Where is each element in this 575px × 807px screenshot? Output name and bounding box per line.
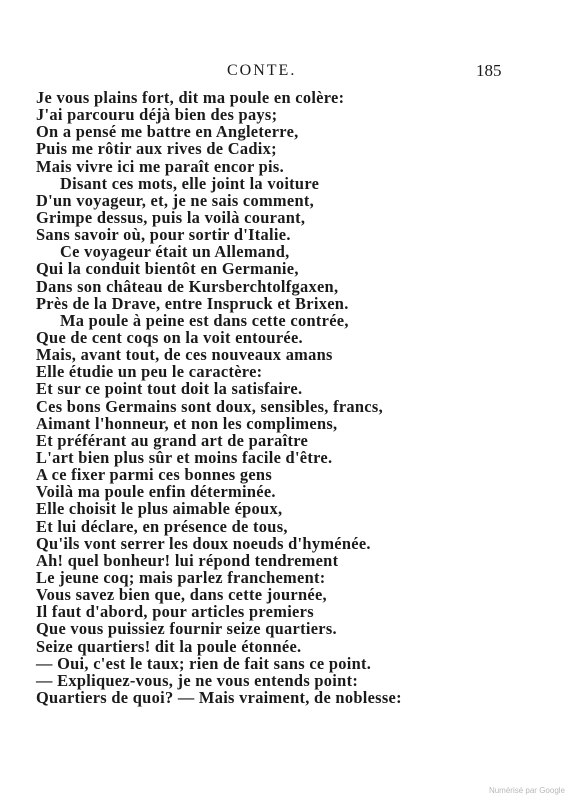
digitization-watermark: Numérisé par Google [488,786,565,795]
page-number: 185 [476,61,502,80]
verse-line: Voilà ma poule enfin déterminée. [36,482,276,502]
verse-line: Grimpe dessus, puis la voilà courant, [36,207,306,227]
verse-line: L'art bien plus sûr et moins facile d'être. [36,447,333,467]
verse-line: Ces bons Germains sont doux, sensibles, francs, [36,396,383,416]
verse-line: Sans savoir où, pour sortir d'Italie. [36,225,291,245]
verse-line: Aimant l'honneur, et non les complimens, [36,413,338,433]
verse-line: Ma poule à peine est dans cette contrée, [60,310,349,330]
verse-line: Ah! quel bonheur! lui répond tendrement [36,550,339,570]
verse-line: Qu'ils vont serrer les doux noeuds d'hyménée. [36,533,371,553]
verse-line: D'un voyageur, et, je ne sais comment, [36,190,315,210]
verse-line: Elle étudie un peu le caractère: [36,362,263,382]
verse-line: Puis me rôtir aux rives de Cadix; [36,139,277,159]
verse-line: Le jeune coq; mais parlez franchement: [36,567,326,587]
verse-line: Et préférant au grand art de paraître [36,430,309,450]
verse-line: Je vous plains fort, dit ma poule en colère: [36,88,345,107]
verse-line: Et lui déclare, en présence de tous, [36,516,288,536]
verse-line: J'ai parcouru déjà bien des pays; [36,105,278,125]
running-header-title: CONTE. [227,62,297,79]
verse-line: Qui la conduit bientôt en Germanie, [36,259,299,279]
verse-line: Il faut d'abord, pour articles premiers [36,602,314,622]
verse-line: Ce voyageur était un Allemand, [60,242,290,262]
verse-line: Mais, avant tout, de ces nouveaux amans [36,345,333,365]
verse-line: — Expliquez-vous, je ne vous entends point: [36,670,359,690]
verse-line: Elle choisit le plus aimable époux, [36,499,283,519]
verse-line: Vous savez bien que, dans cette journée, [36,585,327,605]
poem-text [36,89,556,706]
verse-line: Disant ces mots, elle joint la voiture [60,173,320,193]
verse-line: Et sur ce point tout doit la satisfaire. [36,379,303,399]
verse-line: Que vous puissiez fournir seize quartiers. [36,619,337,639]
verse-line: On a pensé me battre en Angleterre, [36,122,299,142]
verse-line: Mais vivre ici me paraît encor pis. [36,156,284,176]
verse-line: Dans son château de Kursberchtolfgaxen, [36,276,339,296]
verse-line: Que de cent coqs on la voit entourée. [36,327,303,347]
verse-line: A ce fixer parmi ces bonnes gens [36,465,273,485]
verse-line: Près de la Drave, entre Inspruck et Brixen. [36,293,349,313]
verse-line: Quartiers de quoi? — Mais vraiment, de noblesse: [36,687,402,707]
verse-line: Seize quartiers! dit la poule étonnée. [36,636,302,656]
verse-line: — Oui, c'est le taux; rien de fait sans ce point. [36,653,372,673]
